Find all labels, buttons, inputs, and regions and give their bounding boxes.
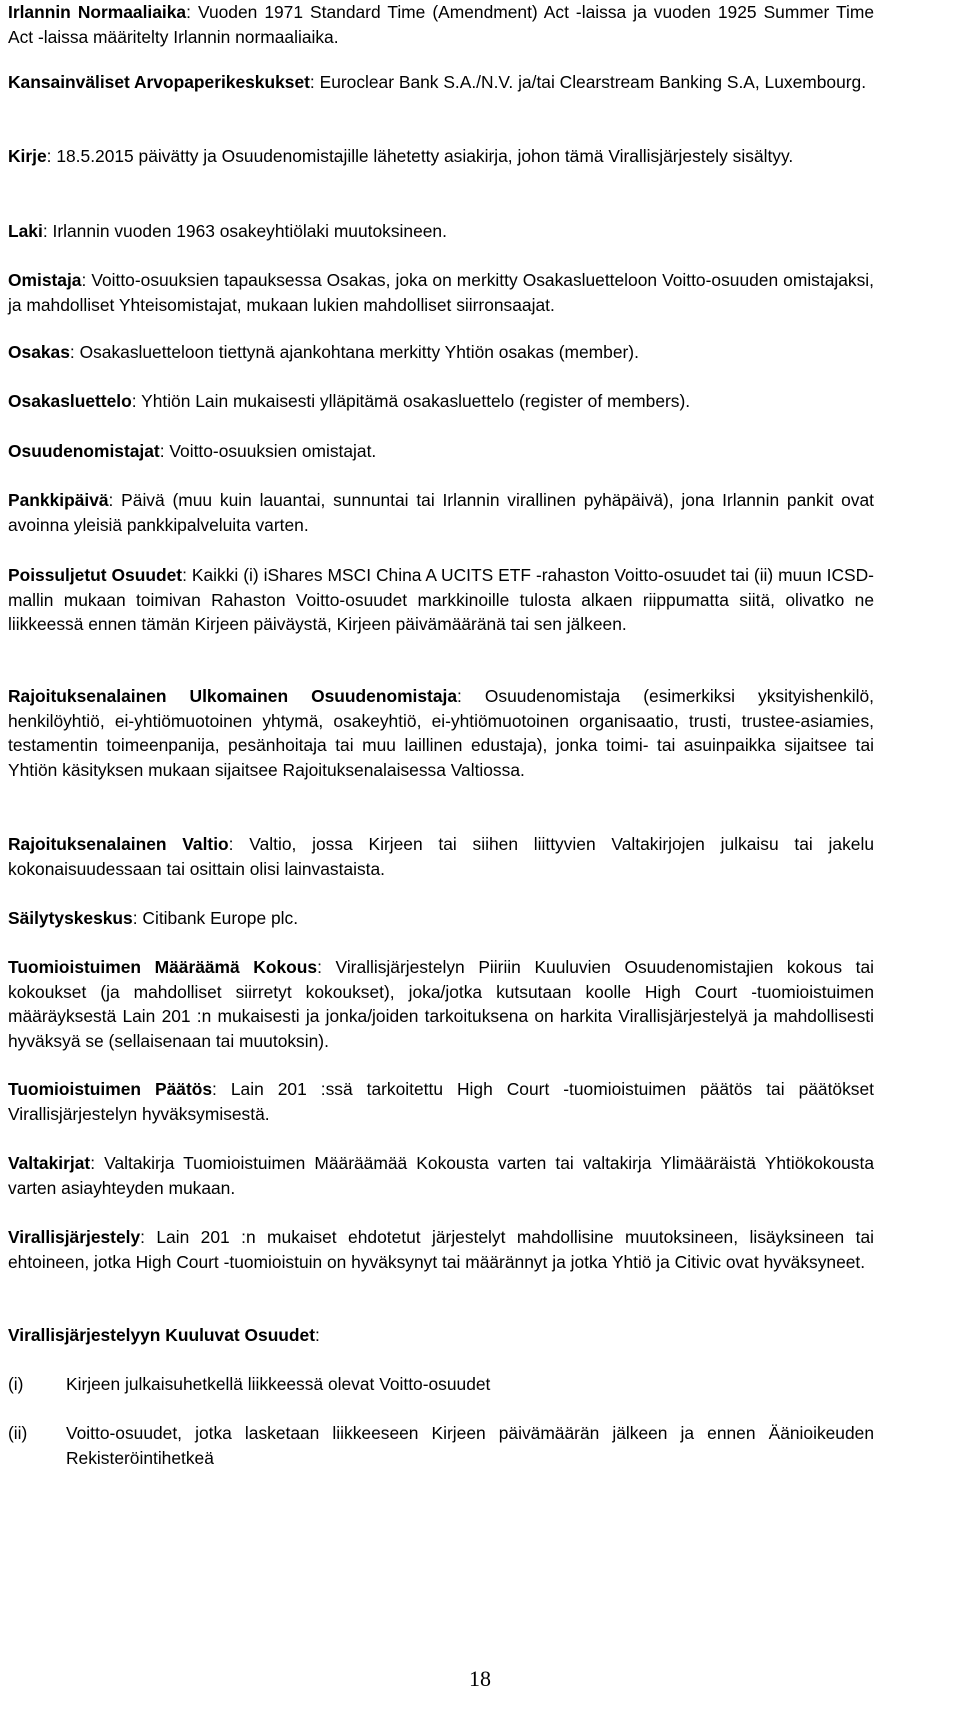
definition-term: Pankkipäivä xyxy=(8,490,109,510)
definition-text: Virallisjärjestelyn Piiriin Kuuluvien Osuudenomistajien kokous tai kokoukset (ja mahdolliset siirretyt kokoukset), joka/jotka kutsutaan koolle High Court -tuomioistuimen määräyksestä Lain 201 :n mukaisesti ja jonka/joiden tarkoituksena on harkita Virallisjärjestelyä ja mahdollisesti hyväksyä se (sellaisenaan tai muutoksin). xyxy=(8,957,875,1051)
definition-term: Osakasluettelo xyxy=(8,391,132,411)
definition-text: Citibank Europe plc. xyxy=(142,908,299,928)
definition-virallisjarjestelyyn-kuuluvat-osuudet: Virallisjärjestelyyn Kuuluvat Osuudet: xyxy=(8,1325,320,1345)
definition-term: Osuudenomistajat xyxy=(8,441,160,461)
list-item-number: (i) xyxy=(8,1374,24,1394)
definition-pankkipaiva: Pankkipäivä: Päivä (muu kuin lauantai, sunnuntai tai Irlannin virallinen pyhäpäivä), jona Irlannin pankit ovat avoinna yleisiä pankkipalveluita varten. xyxy=(8,490,874,535)
definition-text: Voitto-osuuksien tapauksessa Osakas, joka on merkitty Osakasluetteloon Voitto-osuuden omistajaksi, ja mahdolliset Yhteisomistajat, mukaan lukien mahdolliset siirronsaajat. xyxy=(8,270,874,315)
definition-term: Laki xyxy=(8,221,43,241)
definition-irlannin-normaaliaika: Irlannin Normaaliaika: Vuoden 1971 Standard Time (Amendment) Act -laissa ja vuoden 1925 Summer Time Act -laissa määritelty Irlannin normaaliaika. xyxy=(8,2,875,47)
definition-kansainvaliset-arvopaperikeskukset: Kansainväliset Arvopaperikeskukset: Euroclear Bank S.A./N.V. ja/tai Clearstream Banking S.A, Luxembourg. xyxy=(8,72,867,92)
definition-text: Yhtiön Lain mukaisesti ylläpitämä osakasluettelo (register of members). xyxy=(141,391,691,411)
page-number: 18 xyxy=(469,1666,491,1691)
definition-term: Rajoituksenalainen Ulkomainen Osuudenomistaja xyxy=(8,686,458,706)
definition-tuomioistuimen-maaraama-kokous: Tuomioistuimen Määräämä Kokous: Virallisjärjestelyn Piiriin Kuuluvien Osuudenomistajien kokous tai kokoukset (ja mahdolliset siirretyt kokoukset), joka/jotka kutsutaan koolle High Court -tuomioistuimen määräyksestä Lain 201 :n mukaisesti ja jonka/joiden tarkoituksena on harkita Virallisjärjestelyä ja mahdollisesti hyväksyä se (sellaisenaan tai muutoksin). xyxy=(8,957,875,1051)
definition-term: Virallisjärjestelyyn Kuuluvat Osuudet xyxy=(8,1325,316,1345)
list-item-text: Kirjeen julkaisuhetkellä liikkeessä olevat Voitto-osuudet xyxy=(66,1374,491,1394)
definition-virallisjarjestely: Virallisjärjestely: Lain 201 :n mukaiset ehdotetut järjestelyt mahdollisine muutoksineen, lisäyksineen tai ehtoineen, jotka High Court -tuomioistuin on hyväksynyt tai määrännyt ja jotka Yhtiö ja Citivic ovat hyväksyneet. xyxy=(8,1227,874,1272)
definition-text: Euroclear Bank S.A./N.V. ja/tai Clearstream Banking S.A, Luxembourg. xyxy=(319,72,867,92)
definition-osakas: Osakas: Osakasluetteloon tiettynä ajankohtana merkitty Yhtiön osakas (member). xyxy=(8,342,639,362)
definition-text: Lain 201 :n mukaiset ehdotetut järjestelyt mahdollisine muutoksineen, lisäyksineen tai ehtoineen, jotka High Court -tuomioistuin on hyväksynyt tai määrännyt ja jotka Yhtiö ja Citivic ovat hyväksyneet. xyxy=(8,1227,874,1272)
list-item-text: Voitto-osuudet, jotka lasketaan liikkeeseen Kirjeen päivämäärän jälkeen ja ennen Äänioikeuden Rekisteröintihetkeä xyxy=(66,1423,874,1468)
definition-poissuljetut-osuudet: Poissuljetut Osuudet: Kaikki (i) iShares MSCI China A UCITS ETF -rahaston Voitto-osuudet tai (ii) muun ICSD-mallin mukaan toimivan Rahaston Voitto-osuudet markkinoille tulosta alkaen riippumatta siitä, olivatko ne liikkeessä ennen tämän Kirjeen päiväystä, Kirjeen päivämääränä tai sen jälkeen. xyxy=(8,565,874,634)
definition-text: Päivä (muu kuin lauantai, sunnuntai tai Irlannin virallinen pyhäpäivä), jona Irlannin pankit ovat avoinna yleisiä pankkipalveluita varten. xyxy=(8,490,874,535)
definition-osuudenomistajat: Osuudenomistajat: Voitto-osuuksien omistajat. xyxy=(8,441,377,461)
definition-term: Poissuljetut Osuudet xyxy=(8,565,183,585)
definition-tuomioistuimen-paatos: Tuomioistuimen Päätös: Lain 201 :ssä tarkoitettu High Court -tuomioistuimen päätös tai päätökset Virallisjärjestelyn hyväksymisestä. xyxy=(8,1079,874,1124)
definition-text: Voitto-osuuksien omistajat. xyxy=(169,441,377,461)
definition-text: Kaikki (i) iShares MSCI China A UCITS ETF -rahaston Voitto-osuudet tai (ii) muun ICSD-mallin mukaan toimivan Rahaston Voitto-osuudet markkinoille tulosta alkaen riippumatta siitä, olivatko ne liikkeessä ennen tämän Kirjeen päiväystä, Kirjeen päivämääränä tai sen jälkeen. xyxy=(8,565,874,634)
definition-text: Osuudenomistaja (esimerkiksi yksityishenkilö, henkilöyhtiö, ei-yhtiömuotoinen yhtymä, osakeyhtiö, ei-yhtiömuotoinen organisaatio, trusti, trustee-asiamies, testamentin toimeenpanija, pesänhoitaja tai muu laillinen edustaja), jonka toimi- tai asuinpaikka sijaitsee tai Yhtiön käsityksen mukaan sijaitsee Rajoituksenalaisessa Valtiossa. xyxy=(8,686,875,780)
definition-term: Tuomioistuimen Päätös xyxy=(8,1079,213,1099)
definition-text: Lain 201 :ssä tarkoitettu High Court -tuomioistuimen päätös tai päätökset Virallisjärjestelyn hyväksymisestä. xyxy=(8,1079,874,1124)
definition-text: Valtakirja Tuomioistuimen Määräämää Kokousta varten tai valtakirja Ylimääräistä Yhtiökokousta varten asiayhteyden mukaan. xyxy=(8,1153,874,1198)
definition-text: 18.5.2015 päivätty ja Osuudenomistajille lähetetty asiakirja, johon tämä Virallisjärjestely sisältyy. xyxy=(56,146,794,166)
list-item-number: (ii) xyxy=(8,1423,28,1443)
definition-text: Vuoden 1971 Standard Time (Amendment) Act -laissa ja vuoden 1925 Summer Time Act -laissa määritelty Irlannin normaaliaika. xyxy=(8,2,875,47)
definition-rajoituksenalainen-ulkomainen-osuudenomistaja: Rajoituksenalainen Ulkomainen Osuudenomistaja: Osuudenomistaja (esimerkiksi yksityishenkilö, henkilöyhtiö, ei-yhtiömuotoinen yhtymä, osakeyhtiö, ei-yhtiömuotoinen organisaatio, trusti, trustee-asiamies, testamentin toimeenpanija, pesänhoitaja tai muu laillinen edustaja), jonka toimi- tai asuinpaikka sijaitsee tai Yhtiön käsityksen mukaan sijaitsee Rajoituksenalaisessa Valtiossa. xyxy=(8,686,875,780)
definition-term: Rajoituksenalainen Valtio xyxy=(8,834,229,854)
definition-omistaja: Omistaja: Voitto-osuuksien tapauksessa Osakas, joka on merkitty Osakasluetteloon Voitto-osuuden omistajaksi, ja mahdolliset Yhteisomistajat, mukaan lukien mahdolliset siirronsaajat. xyxy=(8,270,874,315)
definition-laki: Laki: Irlannin vuoden 1963 osakeyhtiölaki muutoksineen. xyxy=(8,221,447,241)
definition-term: Kansainväliset Arvopaperikeskukset xyxy=(8,72,310,92)
definition-sailytyskeskus: Säilytyskeskus: Citibank Europe plc. xyxy=(8,908,299,928)
definition-text: Irlannin vuoden 1963 osakeyhtiölaki muutoksineen. xyxy=(52,221,447,241)
definition-term: Kirje xyxy=(8,146,47,166)
definition-osakasluettelo: Osakasluettelo: Yhtiön Lain mukaisesti ylläpitämä osakasluettelo (register of members). xyxy=(8,391,691,411)
definition-term: Omistaja xyxy=(8,270,82,290)
definition-term: Säilytyskeskus xyxy=(8,908,133,928)
definition-term: Osakas xyxy=(8,342,70,362)
definition-term: Irlannin Normaaliaika xyxy=(8,2,187,22)
definition-term: Virallisjärjestely xyxy=(8,1227,141,1247)
definition-rajoituksenalainen-valtio: Rajoituksenalainen Valtio: Valtio, jossa Kirjeen tai siihen liittyvien Valtakirjojen julkaisu tai jakelu kokonaisuudessaan tai osittain olisi lainvastaista. xyxy=(8,834,874,879)
definition-valtakirjat: Valtakirjat: Valtakirja Tuomioistuimen Määräämää Kokousta varten tai valtakirja Ylimääräistä Yhtiökokousta varten asiayhteyden mukaan. xyxy=(8,1153,874,1198)
definition-text: Valtio, jossa Kirjeen tai siihen liittyvien Valtakirjojen julkaisu tai jakelu kokonaisuudessaan tai osittain olisi lainvastaista. xyxy=(8,834,874,879)
definition-term: Tuomioistuimen Määräämä Kokous xyxy=(8,957,318,977)
definition-text: Osakasluetteloon tiettynä ajankohtana merkitty Yhtiön osakas (member). xyxy=(79,342,639,362)
definition-kirje: Kirje: 18.5.2015 päivätty ja Osuudenomistajille lähetetty asiakirja, johon tämä Virallisjärjestely sisältyy. xyxy=(8,146,794,166)
definition-term: Valtakirjat xyxy=(8,1153,91,1173)
